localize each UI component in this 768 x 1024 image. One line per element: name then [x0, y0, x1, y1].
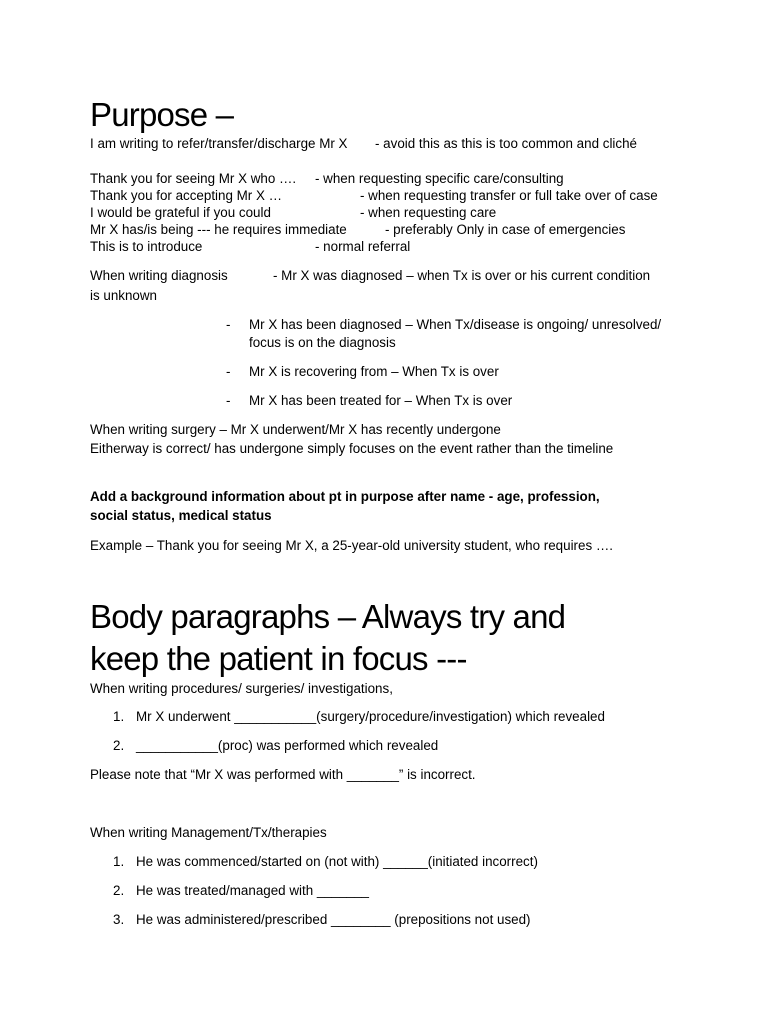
diagnosis-note: - Mr X was diagnosed – when Tx is over or his current condition — [273, 268, 651, 283]
background-tip: social status, medical status — [90, 508, 272, 523]
opener-note: - normal referral — [315, 239, 411, 254]
list-number: 2. — [113, 738, 125, 753]
list-item: He was commenced/started on (not with) ______(initiated incorrect) — [136, 854, 538, 869]
bullet-marker: - — [226, 364, 231, 379]
opener-note: - when requesting specific care/consulting — [315, 171, 564, 186]
list-number: 2. — [113, 883, 125, 898]
opener-note: - when requesting transfer or full take over of case — [360, 188, 658, 203]
opener-phrase: This is to introduce — [90, 239, 203, 254]
opener-phrase: I would be grateful if you could — [90, 205, 271, 220]
management-lead: When writing Management/Tx/therapies — [90, 825, 327, 840]
opener-phrase: Thank you for seeing Mr X who …. — [90, 171, 297, 186]
bullet-marker: - — [226, 393, 231, 408]
list-number: 3. — [113, 912, 125, 927]
list-item: Mr X underwent ___________(surgery/procedure/investigation) which revealed — [136, 709, 605, 724]
list-number: 1. — [113, 854, 125, 869]
purpose-heading: Purpose – — [90, 96, 234, 133]
opener-phrase: Mr X has/is being --- he requires immediate — [90, 222, 347, 237]
diagnosis-note-continued: is unknown — [90, 288, 157, 303]
opener-note: - when requesting care — [360, 205, 497, 220]
example-text: Example – Thank you for seeing Mr X, a 25-year-old university student, who requires …. — [90, 538, 613, 553]
list-item: He was administered/prescribed ________ (prepositions not used) — [136, 912, 531, 927]
diagnosis-lead: When writing diagnosis — [90, 268, 228, 283]
procedures-lead: When writing procedures/ surgeries/ investigations, — [90, 681, 393, 696]
surgery-text: When writing surgery – Mr X underwent/Mr X has recently undergone — [90, 422, 501, 437]
diagnosis-bullet-continued: focus is on the diagnosis — [249, 335, 396, 350]
body-heading: Body paragraphs – Always try and — [90, 598, 566, 635]
opener-note: - preferably Only in case of emergencies — [385, 222, 626, 237]
intro-note: - avoid this as this is too common and cliché — [375, 136, 637, 151]
list-number: 1. — [113, 709, 125, 724]
bullet-marker: - — [226, 317, 231, 332]
opener-phrase: Thank you for accepting Mr X … — [90, 188, 283, 203]
procedures-note: Please note that “Mr X was performed with _______” is incorrect. — [90, 767, 476, 782]
diagnosis-bullet: Mr X has been diagnosed – When Tx/disease is ongoing/ unresolved/ — [249, 317, 662, 332]
diagnosis-bullet: Mr X is recovering from – When Tx is over — [249, 364, 499, 379]
list-item: He was treated/managed with _______ — [136, 883, 370, 898]
diagnosis-bullet: Mr X has been treated for – When Tx is over — [249, 393, 513, 408]
list-item: ___________(proc) was performed which revealed — [136, 738, 439, 753]
intro-text: I am writing to refer/transfer/discharge Mr X — [90, 136, 348, 151]
surgery-text: Eitherway is correct/ has undergone simply focuses on the event rather than the timeline — [90, 441, 614, 456]
body-heading: keep the patient in focus --- — [90, 640, 467, 677]
background-tip: Add a background information about pt in purpose after name - age, profession, — [90, 489, 600, 504]
